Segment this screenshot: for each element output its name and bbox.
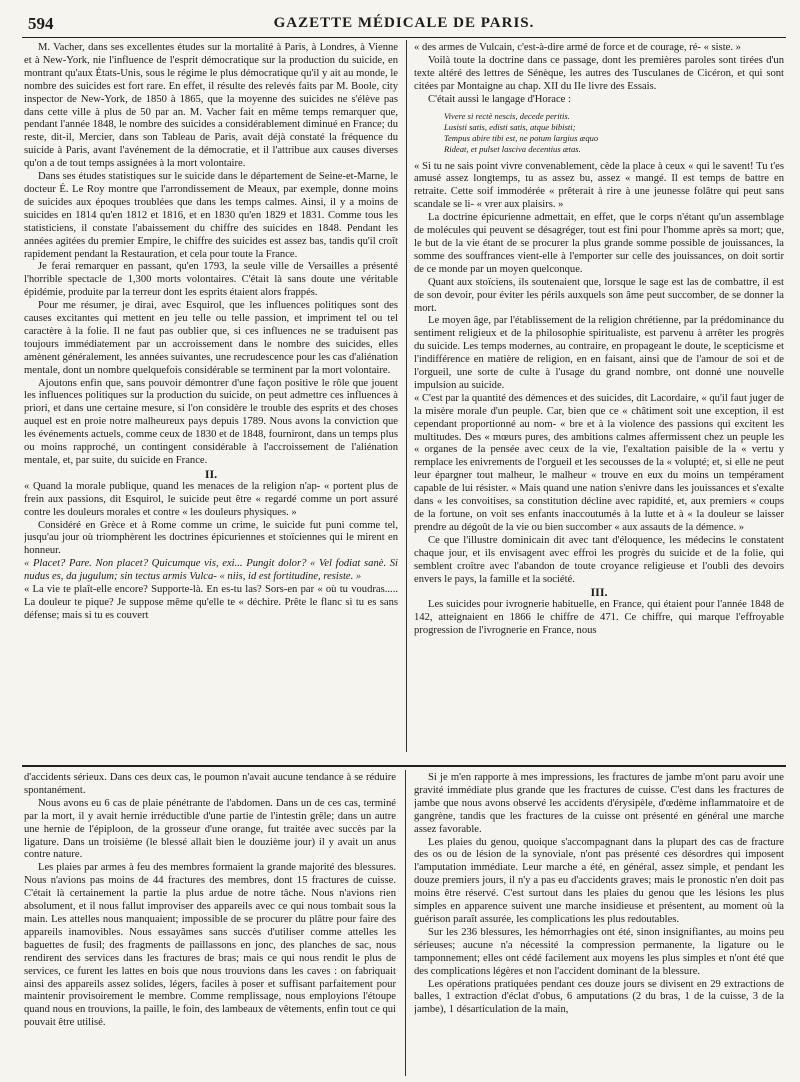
journal-title: GAZETTE MÉDICALE DE PARIS. <box>273 15 535 31</box>
paragraph: Les suicides pour ivrognerie habituelle, en France, qui étaient pour l'année 1848 de 142, atteignaient en 1866 le chiffre de 471. Ce chiffre, qui marque l'effroyable progression de l'ivrognerie en France, nous <box>414 599 784 637</box>
bottom-right-column <box>414 772 784 1072</box>
column-divider <box>406 40 407 752</box>
paragraph: Le moyen âge, par l'établissement de la religion chrétienne, par la prédominance du sentiment religieux et de la philosophie spiritualiste, est parvenu à arrêter les progrès du suicide. Les temps modernes, au contraire, en propageant le doute, le scepticisme et l'indifférence en matière de religion, en en faisant, ainsi que de l'amour de soi et de l'orgueil, une sorte de culte à l'usage du grand nombre, ont donné une nouvelle impulsion au suicide. <box>414 315 784 391</box>
paragraph: Considéré en Grèce et à Rome comme un crime, le suicide fut puni comme tel, jusqu'au jour où triomphèrent les doctrines épicuriennes et stoïciennes qui le mirent en honneur. <box>24 519 398 557</box>
page-number: 594 <box>28 14 54 33</box>
verse-line: Vivere si rectè nescis, decede peritis. <box>444 110 570 121</box>
paragraph: Les plaies par armes à feu des membres formaient la grande majorité des blessures. Nous n'avions pas moins de 44 fractures des membres, dont 15 fractures de cuisse. C'était là certainement la partie la plus ardue de notre tâche. Nous n'avions rien absolument, et il nous fallut improviser des appareils avec ce qui nous tombait sous la main. Les attelles nous manquaient; impossible de se procurer du plâtre pour faire des appareils inamovibles. Nous essayâmes sans succès d'utiliser comme attelles les baguettes de fusil; des fragments de paillassons en jonc, des planches de sac, nous rendirent des services dans les fractures de bras; mais ce qui nous rendit le plus de services, ce furent les lattes en bois que nous trouvions dans les caves : on fabriquait ainsi des appareils assez solides, légers, faciles à poser et suffisant parfaitement pour maintenir provisoirement le membre. Comme remplissage, nous employions l'étoupe quand nous en trouvions, la paille, le foin, des lambeaux de vêtements, enfin tout ce qui pouvait être utilisé. <box>24 862 396 1029</box>
paragraph: Les opérations pratiquées pendant ces douze jours se divisent en 29 extractions de balles, 1 extraction d'éclat d'obus, 6 amputations (2 du bras, 1 de la cuisse, 3 de la jambe), 1 désarticulation de la main, <box>414 978 784 1016</box>
paragraph: Je ferai remarquer en passant, qu'en 1793, la seule ville de Versailles a présenté l'horrible spectacle de 1,300 morts volontaires. C'était là sans doute une véritable épidémie, produite par la terreur dont les esprits étaient alors frappés. <box>24 261 398 299</box>
paragraph: La doctrine épicurienne admettait, en effet, que le corps n'étant qu'un assemblage de molécules qui peuvent se désagréger, tout est fini pour l'homme après sa mort; que, le but de la vie étant de se procurer la plus grande somme possible de jouissances, la somme des souffrances vient-elle à l'emporter sur celle des jouissances, on doit sortir de ce monde par un moyen quelconque. <box>414 212 784 275</box>
paragraph: Si je m'en rapporte à mes impressions, les fractures de jambe m'ont paru avoir une gravité immédiate plus grande que les fractures de cuisse. C'est dans les fractures de jambe que nous avons observé les accidents d'érysipèle, d'œdème inflammatoire et de gangrène, tandis que les fractures de la cuisse ont présenté en général une marche assez favorable. <box>414 772 784 835</box>
paragraph: Sur les 236 blessures, les hémorrhagies ont été, sinon insignifiantes, au moins peu sérieuses; aucune n'a nécessité la compression permanente, la ligature ou le tamponnement; elles ont cédé facilement aux moyens les plus simples et n'ont été que des complications légères et non l'accident dominant de la blessure. <box>414 926 784 977</box>
paragraph: C'était aussi le langage d'Horace : <box>428 93 571 105</box>
quote-paragraph: « C'est par la quantité des démences et des suicides, dit Lacordaire, « qu'il faut juger de la misère morale d'un peuple. Car, bien que ce « châtiment soit une exception, il est cependant proportionné au nom- « bre et à la violence des passions qui excitent les multitudes. Des « mœurs pures, des ambitions calmes affermissent chez un peuple les « organes de la pensée avec ceux de la vie, l'exaltation paisible de la « vertu y remplace les enivrements de l'orgueil et les secousses de la « volupté; et, si elle ne peut leur épargner tout malheur, le malheur « trouve en eux du moins un tempérament capable de lui résister. « Mais quand une nation s'enivre dans les jouissances et s'exalte dans « les convoitises, sa constitution décline avec rapidité, et, aux premiers « coups de la fortune, on voit ses enfants inaccoutumés à la lutte et à « la douleur se laisser prendre au dégoût de la vie ou bien succomber « aux assauts de la démence. » <box>414 392 784 533</box>
quote-paragraph: « des armes de Vulcain, c'est-à-dire armé de force et de courage, ré- « siste. » <box>414 42 741 53</box>
verse-line: Tempus abire tibi est, ne potum largius æquo <box>444 132 599 143</box>
paragraph: Ce que l'illustre dominicain dit avec tant d'éloquence, les médecins le constatent chaque jour, et ils envisagent avec effroi les progrès du suicide et de la folie, qui semblent croître avec l'abandon de toute croyance religieuse et l'oubli des devoirs envers le pays, la famille et la société. <box>414 534 784 585</box>
quote-paragraph: « Quand la morale publique, quand les menaces de la religion n'ap- « portent plus de frein aux passions, dit Esquirol, le suicide peut être « regardé comme un port assuré contre les douleurs morales et contre « les douleurs physiques. » <box>24 480 398 518</box>
paragraph: Voilà toute la doctrine dans ce passage, dont les premières paroles sont tirées d'un texte altéré des lettres de Sénèque, les autres des Tusculanes de Cicéron, et qui sont citées par Montaigne au chap. XII du IIe livre des Essais. <box>414 54 784 92</box>
paragraph: Les plaies du genou, quoique s'accompagnant dans la plupart des cas de fracture des os ou de lésion de la synoviale, n'ont pas présenté ces désordres qui imposent l'amputation immédiate. Leur marche a été, en général, assez simple, et pendant les douze premiers jours, il n'y a pas eu d'accidents graves; mais le pronostic n'en doit pas moins être réservé. C'est surtout dans les plaies du genou que les lésions les plus simples en apparence suivent une marche insidieuse et présentent, au moment où la guérison paraît assurée, les complications les plus redoutables. <box>414 836 784 925</box>
section-heading-iii: III. <box>590 585 608 600</box>
paragraph: Dans ses études statistiques sur le suicide dans le département de Seine-et-Marne, le docteur É. Le Roy montre que l'arrondissement de Meaux, par exemple, donne moins de suicides aux époques troublées que dans les temps calmes. Ainsi, il y a moins de suicides en 1814 qu'en 1812 et 1816, et en 1830 qu'en 1829 et 1831. Comme tous les statisticiens, il constate l'abaissement du chiffre des suicides en 1848. Pendant les années agitées du premier Empire, le chiffre des suicides est assez bas, tandis qu'il croît rapidement pendant la Restauration, et cela pour toute la France. <box>24 171 398 260</box>
horace-verses <box>444 111 784 155</box>
latin-quote: « Placet? Pare. Non placet? Quicumque vis, exi... Pungit dolor? « Vel fodiat sanè. Si nudus es, da jugulum; sin tectus armis Vulca- « niis, id est fortitudine, resiste. » <box>24 558 398 583</box>
top-right-column <box>414 42 784 750</box>
top-left-column <box>24 42 398 750</box>
header-rule <box>22 37 786 38</box>
verse-line: Lusisti satis, edisti satis, atque bibisti; <box>444 121 576 132</box>
section-rule <box>22 765 786 767</box>
bottom-left-column <box>24 772 396 1072</box>
section-heading-ii: II. <box>204 466 218 481</box>
paragraph: d'accidents sérieux. Dans ces deux cas, le poumon n'avait aucune tendance à se réduire spontanément. <box>24 772 396 796</box>
verse-line: Rideat, et pulset lasciva decentius ætas. <box>444 143 581 154</box>
paragraph: Ajoutons enfin que, sans pouvoir démontrer d'une façon positive le rôle que jouent les influences politiques sur la production du suicide, on peut admettre ces influences à priori, et dans une certaine mesure, si l'on considère le trouble des esprits et des choses auquel est en proie notre malheureux pays depuis 1789. Nous avons la conviction que les événements actuels, comme ceux de 1830 et de 1848, fourniront, dans un temps plus ou moins rapproché, un contingent considérable à l'accroissement de l'aliénation mentale, et, par suite, du suicide en France. <box>24 377 398 466</box>
paragraph: Quant aux stoïciens, ils soutenaient que, lorsque le sage est las de combattre, il est de son devoir, pour éviter les périls auxquels son âme peut succomber, de se donner la mort. <box>414 276 784 314</box>
quote-paragraph: « La vie te plaît-elle encore? Supporte-là. En es-tu las? Sors-en par « où tu voudras..... La douleur te pique? Je suppose même qu'elle te « déchire. Prête le flanc si tu es sans défense; mais si tu es couvert <box>24 584 398 621</box>
paragraph: Nous avons eu 6 cas de plaie pénétrante de l'abdomen. Dans un de ces cas, terminé par la mort, il y avait hernie irréductible d'une partie de l'intestin grêle; dans un autre une hernie de l'épiploon, de la grosseur d'une orange, fut traitée avec succès par la ligature. Dans un troisième (le blessé allait bien le douzième jour) il y avait un anus contre nature. <box>24 797 396 861</box>
paragraph: M. Vacher, dans ses excellentes études sur la mortalité à Paris, à Londres, à Vienne et à New-York, nie l'influence de l'esprit démocratique sur la production du suicide, en montrant qu'aux États-Unis, sous le régime le plus démocratique qu'il y ait au monde, le nombre des suicides est fort rare. En effet, il résulte des relevés faits par M. Boole, city inspector de New-York, de 1850 à 1865, que la moyenne des suicides ne s'élève pas dans cette ville à plus de 50 par an. M. Vacher fait en même temps remarquer que, pendant l'année 1848, le nombre des suicides a considérablement diminué en France; du reste, dit-il, Mercier, dans son Tableau de Paris, avait déjà constaté la fréquence du suicide à Paris, avant l'avénement de la démocratie, et il l'attribue aux causes diverses qu'on a de tout temps assignées à la mort volontaire. <box>24 42 398 170</box>
paragraph: Pour me résumer, je dirai, avec Esquirol, que les influences politiques sont des causes excitantes qui mettent en jeu telle ou telle passion, et impriment tel ou tel caractère à la folie. Il ne faut pas oublier que, si ces influences ne se traduisent pas toujours immédiatement par un accroissement dans le nombre des suicides, elles amènent généralement, les années suivantes, une recrudescence pour les cas d'aliénation mentale, dont un nombre quelquefois considérable se terminent par la mort volontaire. <box>24 300 398 376</box>
quote-paragraph: « Si tu ne sais point vivre convenablement, cède la place à ceux « qui le savent! Tu t'es amusé assez longtemps, tu as assez bu, assez « mangé. Il est temps de battre en retraite. Cette soif immodérée « prêterait à rire à une jeunesse folâtre qui peut sans scandale se li- « vrer aux plaisirs. » <box>414 160 784 211</box>
column-divider <box>405 770 406 1076</box>
page-header <box>22 14 786 36</box>
